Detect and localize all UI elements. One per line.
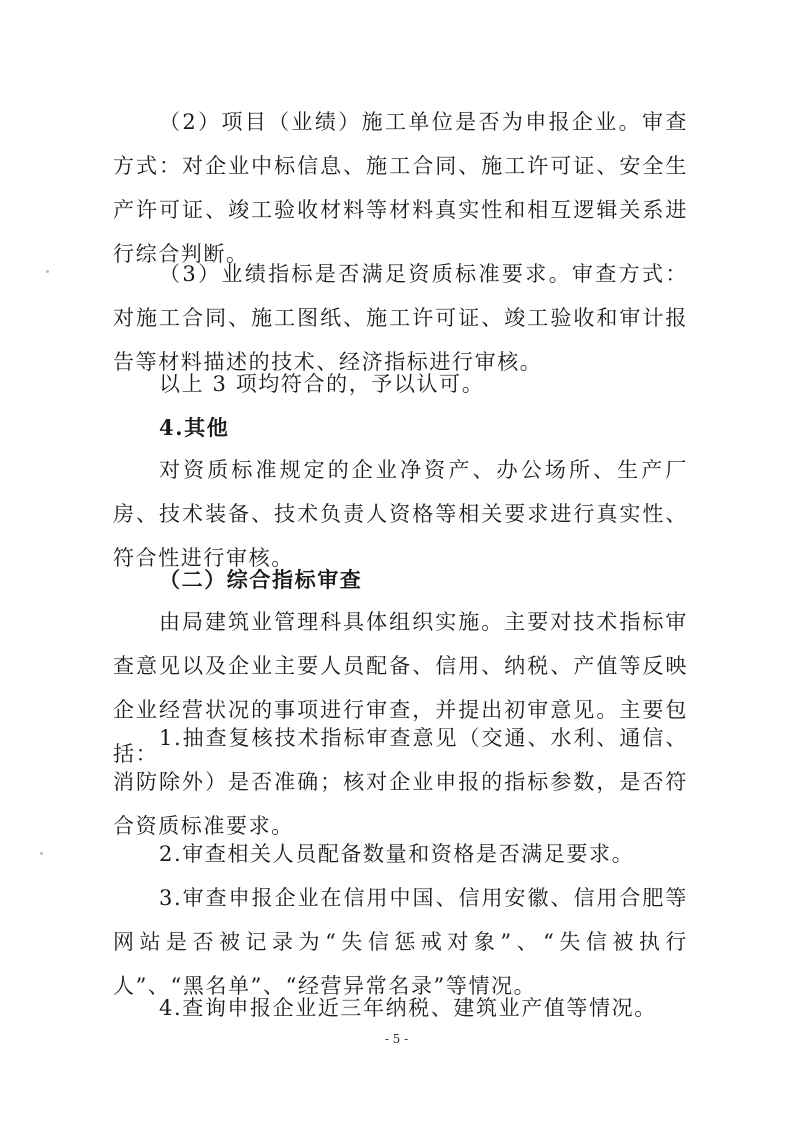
paragraph-item-2: （2）项目（业绩）施工单位是否为申报企业。审查方式：对企业中标信息、施工合同、施工许可证、安全生产许可证、竣工验收材料等材料真实性和相互逻辑关系进行综合判断。: [113, 110, 688, 266]
scan-speck: [40, 852, 43, 855]
page-number: - 5 -: [384, 1032, 409, 1046]
heading-other: 4.其他: [159, 415, 230, 440]
paragraph-review-3: 3.审查申报企业在信用中国、信用安徽、信用合肥等网站是否被记录为“失信惩戒对象”、“失信被执行人”、“黑名单”、“经营异常名录”等情况。: [113, 886, 688, 998]
paragraph-review-1: 1.抽查复核技术指标审查意见（交通、水利、通信、消防除外）是否准确；核对企业申报的指标参数，是否符合资质标准要求。: [113, 726, 688, 838]
paragraph-item-3: （3）业绩指标是否满足资质标准要求。审查方式：对施工合同、施工图纸、施工许可证、竣工验收和审计报告等材料描述的技术、经济指标进行审核。: [113, 262, 688, 374]
paragraph-comprehensive-intro: 由局建筑业管理科具体组织实施。主要对技术指标审查意见以及企业主要人员配备、信用、纳税、产值等反映企业经营状况的事项进行审查，并提出初审意见。主要包括：: [113, 610, 688, 766]
paragraph-review-4: 4.查询申报企业近三年纳税、建筑业产值等情况。: [159, 996, 657, 1020]
paragraph-review-2: 2.审查相关人员配备数量和资格是否满足要求。: [159, 842, 635, 866]
paragraph-other: 对资质标准规定的企业净资产、办公场所、生产厂房、技术装备、技术负责人资格等相关要求进行真实性、符合性进行审核。: [113, 458, 688, 570]
paragraph-summary: 以上 3 项均符合的，予以认可。: [159, 372, 485, 396]
scan-speck: [46, 270, 49, 273]
heading-comprehensive-review: （二）综合指标审查: [159, 567, 363, 592]
